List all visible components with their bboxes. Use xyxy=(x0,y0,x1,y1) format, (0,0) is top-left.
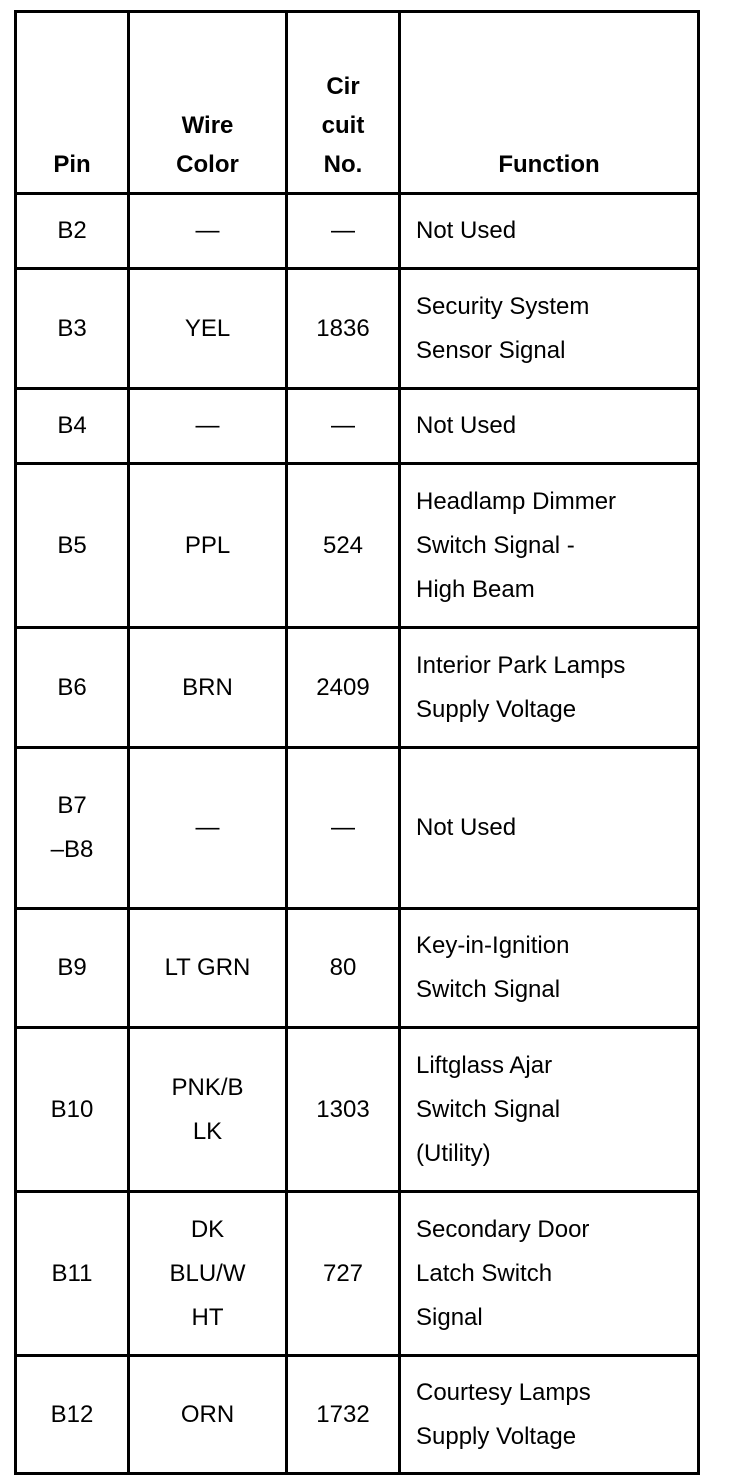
wire-color-cell: LT GRN xyxy=(129,909,287,1028)
circuit-cell: — xyxy=(287,748,400,909)
circuit-cell: 727 xyxy=(287,1192,400,1356)
circuit-cell: 1303 xyxy=(287,1028,400,1192)
pin-cell: B3 xyxy=(16,269,129,389)
function-cell: Key-in-Ignition Switch Signal xyxy=(400,909,699,1028)
circuit-cell: — xyxy=(287,389,400,464)
table-row xyxy=(16,748,699,909)
wire-color-cell: ORN xyxy=(129,1356,287,1474)
wire-color-cell: — xyxy=(129,194,287,269)
header-circuit-no: Cir cuit No. xyxy=(287,12,400,194)
pin-cell: B2 xyxy=(16,194,129,269)
pin-cell: B9 xyxy=(16,909,129,1028)
table-header-row xyxy=(16,12,699,194)
wire-color-cell: — xyxy=(129,389,287,464)
function-cell: Liftglass Ajar Switch Signal (Utility) xyxy=(400,1028,699,1192)
function-cell: Headlamp Dimmer Switch Signal - High Beam xyxy=(400,464,699,628)
header-function: Function xyxy=(400,12,699,194)
circuit-cell: 1836 xyxy=(287,269,400,389)
circuit-cell: 80 xyxy=(287,909,400,1028)
pin-cell: B6 xyxy=(16,628,129,748)
wire-color-cell: BRN xyxy=(129,628,287,748)
wire-color-cell: YEL xyxy=(129,269,287,389)
table-row xyxy=(16,1192,699,1356)
pin-cell: B10 xyxy=(16,1028,129,1192)
function-cell: Not Used xyxy=(400,389,699,464)
function-cell: Not Used xyxy=(400,748,699,909)
wire-color-cell: PPL xyxy=(129,464,287,628)
table-row xyxy=(16,1028,699,1192)
pin-cell: B11 xyxy=(16,1192,129,1356)
wire-color-cell: DK BLU/W HT xyxy=(129,1192,287,1356)
table-row xyxy=(16,909,699,1028)
circuit-cell: — xyxy=(287,194,400,269)
table-row xyxy=(16,1356,699,1474)
table-row xyxy=(16,194,699,269)
function-cell: Secondary Door Latch Switch Signal xyxy=(400,1192,699,1356)
table-row xyxy=(16,269,699,389)
table-row xyxy=(16,628,699,748)
wire-color-cell: PNK/B LK xyxy=(129,1028,287,1192)
table-row xyxy=(16,389,699,464)
circuit-cell: 524 xyxy=(287,464,400,628)
pin-cell: B5 xyxy=(16,464,129,628)
pin-cell: B12 xyxy=(16,1356,129,1474)
function-cell: Interior Park Lamps Supply Voltage xyxy=(400,628,699,748)
header-pin: Pin xyxy=(16,12,129,194)
function-cell: Security System Sensor Signal xyxy=(400,269,699,389)
circuit-cell: 2409 xyxy=(287,628,400,748)
function-cell: Courtesy Lamps Supply Voltage xyxy=(400,1356,699,1474)
header-wire-color: Wire Color xyxy=(129,12,287,194)
table-row xyxy=(16,464,699,628)
circuit-cell: 1732 xyxy=(287,1356,400,1474)
pin-cell: B4 xyxy=(16,389,129,464)
function-cell: Not Used xyxy=(400,194,699,269)
connector-pinout-table xyxy=(14,10,700,1475)
wire-color-cell: — xyxy=(129,748,287,909)
pin-cell: B7 –B8 xyxy=(16,748,129,909)
